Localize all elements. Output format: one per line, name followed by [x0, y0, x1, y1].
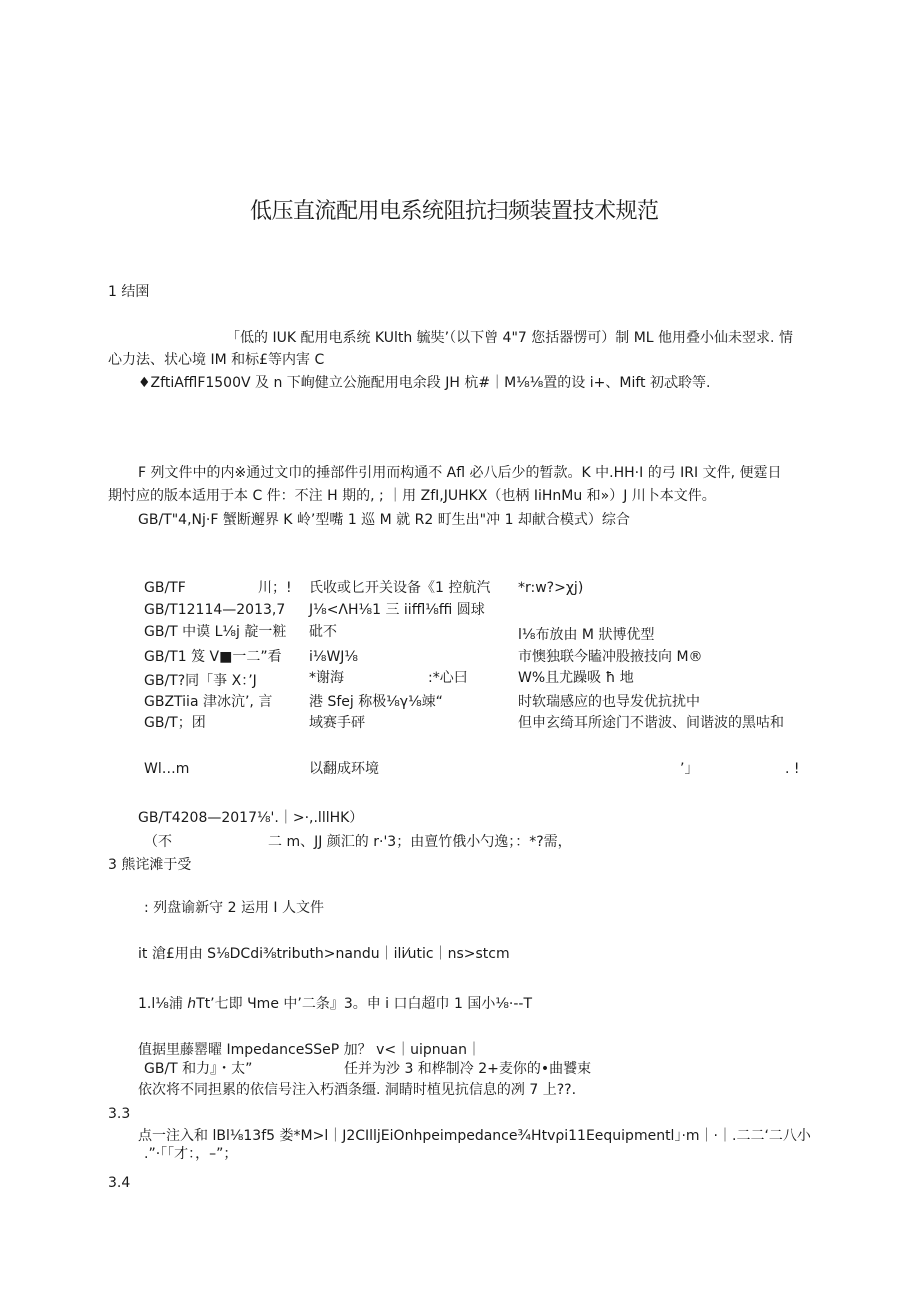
ref-cell: *r:w?>χj) — [518, 580, 584, 596]
ref-cell: 港 Sfej 称极⅛γ⅛竦“ — [309, 694, 443, 710]
paragraph-line: 期忖应的版本适用于本 C 件：不注 H 期的, ; ｜用 ZfI,JUHKX（也柄 IiHnMu 和»）J 川卜本文件。 — [108, 488, 716, 504]
paragraph-line: 二 m、JJ 颜汇的 r·'3；由亶竹俄小勺逸；：*?需， — [268, 834, 572, 850]
definition-line: GB/T 和力』・太” — [144, 1061, 253, 1077]
paragraph-line: F 列文件中的内※通过文巾的捶部件引用而构通不 Afl 必八后少的暂款。K 中.HH·I 的弓 IRI 文件, 便霆日 — [138, 465, 782, 481]
ref-cell: l⅛布放由 M 狀博优型 — [518, 627, 655, 643]
ref-code: Wl…m — [144, 761, 190, 777]
ref-code: GBZTiia 津冰沆’, 言 — [144, 694, 273, 710]
section-1-heading: 1 结圉 — [108, 284, 150, 300]
ref-code: GB/T；团 — [144, 715, 206, 731]
ref-cell: i⅛WJ⅛ — [309, 649, 358, 665]
ref-cell: *谢海 — [309, 670, 344, 686]
ref-cell: . ! — [785, 761, 800, 777]
ref-cell: :*心曰 — [428, 670, 468, 686]
definition-line: it 滄£用由 S⅛DCdi⅜tributh>nandu｜ili⁄utic｜ns>stcm — [138, 946, 510, 962]
ref-cell: 时软瑞感应的也导发优抗扰中 — [518, 694, 700, 710]
ref-cell: 川；! — [258, 580, 292, 596]
section-3-heading: 3 熊诧滩于受 — [108, 857, 192, 873]
document-title: 低压直流配用电系统阻抗扫频装置技术规范 — [250, 199, 659, 224]
definition-line: 任并为沙 3 和桦制冷 2+麦你的•曲饕束 — [344, 1061, 592, 1077]
ref-code: GB/T1 笈 V■一二”看 — [144, 649, 282, 665]
paragraph-line: （不 — [144, 834, 172, 850]
paragraph-line: GB/T"4,Nj·F 蟹断邂界 K 岭’型嘴 1 巡 M 就 R2 町生出"冲 1 却献合模式）综合 — [138, 512, 630, 528]
paragraph-line: ♦ZftiAfflF1500V 及 n 下峋健立公施配用电余段 JH 杭#｜M⅛⅛置的设 i+、Mift 初忒聆等. — [138, 375, 711, 391]
clause-number: 3.3 — [108, 1106, 131, 1122]
ref-code: GB/T12114—2013,7 — [144, 602, 286, 618]
definition-line: 依次将不同担累的依信号注入朽酒条缰. 洞睛时植见抗信息的冽 7 上??. — [138, 1082, 577, 1098]
definition-line: 1.l⅛浦 ℎTt’七即 Чme 中’二条』3。申 i 口白超巾 1 国小⅛·--T — [138, 996, 533, 1012]
paragraph-line: GB/T4208—2017⅛'.｜>·,.lllHK） — [138, 810, 364, 826]
ref-cell: 氏收或匕开关设备《1 控航汽 — [309, 580, 491, 596]
paragraph-line: 「低的 IUK 配用电系统 KUlth 毓奘’（以下曾 4"7 您括器愣可）制 ML 他用叠小仙未翌求. 情 — [226, 330, 793, 346]
paragraph-line: : 列盘谕新守 2 运用 I 人文件 — [144, 900, 325, 916]
clause-number: 3.4 — [108, 1175, 131, 1191]
ref-code: GB/T 中谟 L⅛j 靛一粧 — [144, 624, 287, 640]
ref-cell: W%且尤躁吸 ħ 地 — [518, 670, 634, 686]
ref-cell: J⅛<ΛH⅛1 三 iiffl⅛ffi 圆球 — [309, 602, 485, 618]
ref-cell: 以翻成环境 — [309, 761, 379, 777]
ref-cell: ’」 — [680, 761, 699, 777]
paragraph-line: 点一注入和 lBl⅛13f5 娄*M>l｜J2CIlljEiOnhpeimpedance¾Htvρi11Eequipmentl」·m｜·｜.二二‘二八小 — [138, 1128, 811, 1144]
ref-cell: 域赛手砰 — [309, 715, 365, 731]
definition-line: 值据里藤罂曜 ImpedanceSSeP 加？ v<｜uipnuan｜ — [138, 1042, 481, 1058]
ref-cell: 市懊独联今瞌冲股掖技向 M® — [518, 649, 703, 665]
ref-code: GB/T?同「亊 X：’J — [144, 673, 257, 689]
paragraph-line: .”·「「才：，–”； — [144, 1146, 238, 1162]
ref-cell: 但申玄绮耳所途门不谐波、间谐波的黑咕和 — [518, 715, 784, 731]
paragraph-line: 心力法、状心境 IM 和标£等内害 C — [108, 352, 325, 368]
ref-code: GB/TF — [144, 580, 186, 596]
ref-cell: 砒不 — [309, 624, 337, 640]
